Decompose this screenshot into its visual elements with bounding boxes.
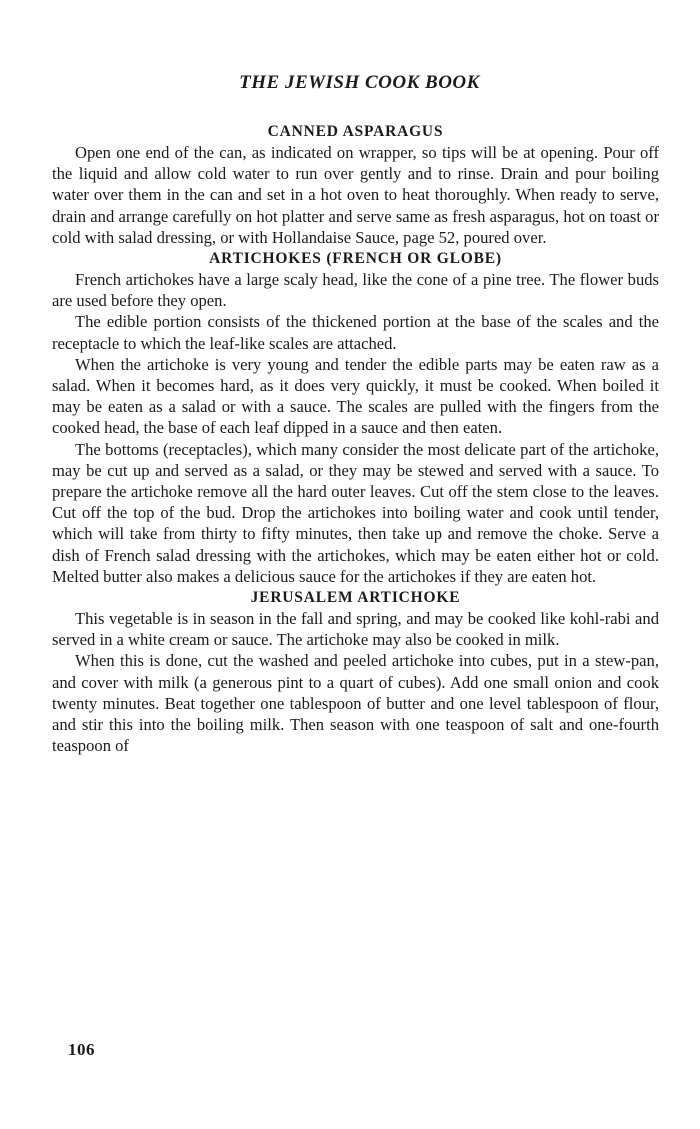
book-page xyxy=(52,72,659,756)
section-jerusalem-artichoke xyxy=(52,587,659,756)
paragraph: French artichokes have a large scaly head, like the cone of a pine tree. The flower buds are used before they open. xyxy=(52,270,659,311)
paragraph: When this is done, cut the washed and peeled artichoke into cubes, put in a stew-pan, and cover with milk (a generous pint to a quart of cubes). Add one small onion and cook twenty minutes. Beat together one tablespoon of butter and one level tablespoon of flour, and stir this into the boiling milk. Then season with one teaspoon of salt and one-fourth teaspoon of xyxy=(52,651,659,756)
running-head: THE JEWISH COOK BOOK xyxy=(239,72,480,93)
paragraph: When the artichoke is very young and tender the edible parts may be eaten raw as a salad. When it becomes hard, as it does very quickly, it must be cooked. When boiled it may be eaten as a salad or with a sauce. The scales are pulled with the fingers from the cooked head, the base of each leaf dipped in a sauce and then eaten. xyxy=(52,354,659,438)
section-title: ARTICHOKES (FRENCH OR GLOBE) xyxy=(209,250,502,268)
paragraph: This vegetable is in season in the fall and spring, and may be cooked like kohl-rabi and served in a white cream or sauce. The artichoke may also be cooked in milk. xyxy=(52,609,659,650)
page-number: 106 xyxy=(68,1040,95,1059)
section-title: JERUSALEM ARTICHOKE xyxy=(250,589,461,607)
section-canned-asparagus xyxy=(52,121,659,248)
paragraph: Open one end of the can, as indicated on wrapper, so tips will be at opening. Pour off the liquid and allow cold water to run over gently and to rinse. Drain and pour boiling water over them in the can and set in a hot oven to heat thoroughly. When ready to serve, drain and arrange carefully on hot platter and serve same as fresh asparagus, hot on toast or cold with salad dressing, or with Hollandaise Sauce, page 52, poured over. xyxy=(52,143,659,247)
section-title: CANNED ASPARAGUS xyxy=(267,123,444,140)
paragraph: The edible portion consists of the thickened portion at the base of the scales and the receptacle to which the leaf-like scales are attached. xyxy=(52,312,659,353)
paragraph: The bottoms (receptacles), which many consider the most delicate part of the artichoke, may be cut up and served as a salad, or they may be stewed and served with a sauce. To prepare the artichoke remove all the hard outer leaves. Cut off the stem close to the leaves. Cut off the top of the bud. Drop the artichokes into boiling water and cook until tender, which will take from thirty to fifty minutes, then take up and remove the choke. Serve a dish of French salad dressing with the artichokes, which may be eaten either hot or cold. Melted butter also makes a delicious sauce for the artichokes if they are eaten hot. xyxy=(52,439,659,586)
section-artichokes-french-or-globe xyxy=(52,248,659,587)
